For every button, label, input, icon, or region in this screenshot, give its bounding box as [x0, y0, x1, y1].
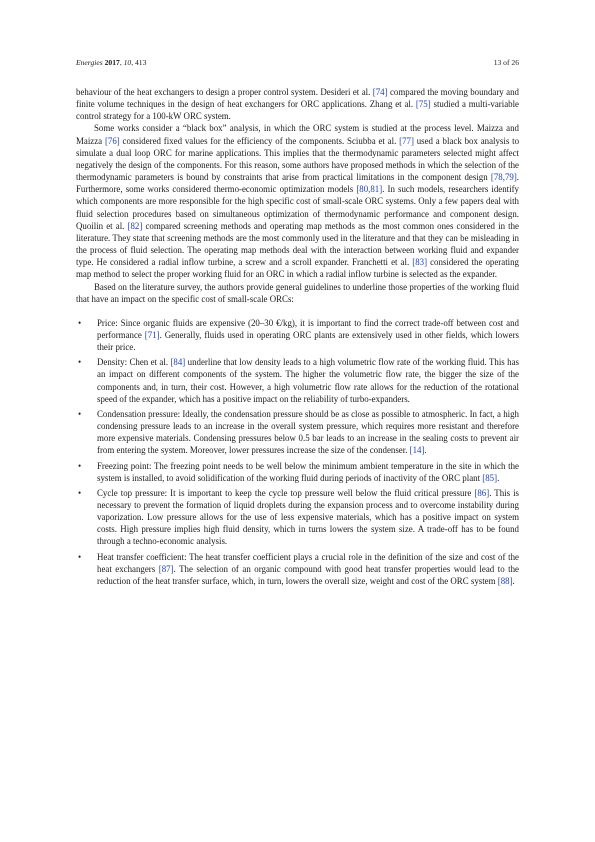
citation-link[interactable]: [84]: [170, 357, 186, 368]
journal-volume: 10: [123, 58, 132, 67]
citation-link[interactable]: [80,81]: [356, 184, 383, 195]
citation-link[interactable]: [14]: [409, 445, 425, 456]
property-guidelines-list: [76, 317, 519, 587]
citation-link[interactable]: [87]: [158, 563, 174, 574]
journal-article: , 413: [131, 58, 147, 67]
citation-link[interactable]: [88]: [497, 575, 513, 586]
bullet-marker: •: [78, 460, 82, 471]
text-run: . This is necessary to prevent the formation of liquid droplets during the expansion process and to overcome instability during vaporization. Low pressure allows for the use of less expensive materials, which has a positive impact on system costs. High pressure implies high fluid density, which in turns lowers the system size. A trade-off has to be found through a techno-economic analysis.: [97, 487, 520, 547]
citation-link[interactable]: [74]: [372, 87, 388, 97]
list-item: [76, 460, 519, 484]
bullet-marker: •: [78, 408, 82, 419]
bullet-marker: •: [78, 551, 82, 562]
text-run: . Generally, fluids used in operating ORC plants are extensively used in other fields, which lowers their price.: [97, 329, 519, 353]
journal-citation: Energies 2017, 10, 413: [76, 58, 147, 67]
citation-link[interactable]: [77]: [399, 135, 414, 146]
journal-year: 2017: [104, 58, 120, 67]
citation-link[interactable]: [78,79]: [490, 172, 517, 183]
list-item: [76, 551, 519, 587]
text-run: Cycle top pressure: It is important to keep the cycle top pressure well below the fluid critical pressure: [97, 487, 475, 498]
paragraph-1: [76, 86, 519, 122]
paragraph-2: [76, 122, 519, 280]
journal-name: Energies: [76, 58, 103, 67]
bullet-marker: •: [78, 357, 82, 368]
text-run: Based on the literature survey, the authors provide general guidelines to underline those properties of the working fluid that have an impact on the specific cost of small-scale ORCs:: [76, 281, 519, 304]
paragraph-3: [76, 281, 519, 305]
text-run: studied a multi-variable control strategy for a 100-kW ORC system.: [76, 99, 519, 122]
text-run: .: [512, 575, 515, 586]
text-run: Density: Chen et al.: [97, 357, 171, 368]
list-item: [76, 487, 519, 548]
bullet-marker: •: [78, 487, 82, 498]
text-run: .: [424, 445, 427, 456]
text-run: used a black box analysis to simulate a dual loop ORC for marine applications. This implies that the thermodynamic parameters selected might affect negatively the design of the components. For this reason, some authors have proposed methods in which the selection of the thermodynamic parameters is bound by constraints that arise from practical limitations in the component design: [76, 135, 520, 183]
citation-link[interactable]: [86]: [474, 487, 490, 498]
text-run: .: [497, 472, 500, 483]
citation-link[interactable]: [75]: [415, 99, 431, 110]
running-header: [76, 57, 519, 69]
text-run: behaviour of the heat exchangers to design a proper control system. Desideri et al.: [76, 87, 373, 97]
list-item: [76, 317, 519, 353]
text-run: underline that low density leads to a high volumetric flow rate of the working fluid. This has an impact on different components of the system. The higher the volumetric flow rate, the bigger the size of the components and, in turn, their cost. However, a high volumetric flow rate allows for the reduction of the rotational speed of the expander, which has a positive impact on the reliability of turbo-expanders.: [97, 357, 519, 404]
text-run: Freezing point: The freezing point needs to be well below the minimum ambient temperature in the site in which the system is installed, to avoid solidification of the working fluid during periods of inactivity of the ORC plant: [97, 460, 519, 483]
text-run: Some works consider a “black box” analysis, in which the ORC system is studied at the process level. Maizza and Maizza: [76, 123, 519, 146]
text-run: considered the operating map method to select the proper working fluid for an ORC in which a radial inflow turbine is selected as the expander.: [76, 257, 519, 280]
text-run: Price: Since organic fluids are expensive (20–30 €/kg), it is important to find the correct trade-off between cost and performance: [97, 317, 519, 340]
citation-link[interactable]: [85]: [482, 472, 498, 483]
list-item: [76, 356, 519, 405]
body-text: [76, 86, 519, 590]
text-run: compared the moving boundary and finite volume techniques in the design of heat exchangers for ORC applications. Zhang et al.: [76, 87, 519, 110]
citation-link[interactable]: [83]: [412, 257, 428, 268]
bullet-marker: •: [78, 317, 82, 328]
text-run: . Furthermore, some works considered thermo-economic optimization models: [76, 172, 519, 195]
text-run: . In such models, researchers identify which components are more responsible for the high specific cost of small-scale ORC systems. Only a few papers deal with fluid selection procedures based on simultaneous optimization of thermodynamic performance and component design. Quoilin et al.: [76, 184, 519, 231]
text-run: compared screening methods and operating map methods as the most common ones considered in the literature. They state that screening methods are the most commonly used in the literature and that they can be misleading in the process of fluid selection. The operating map methods deal with the interaction between working fluid and expander type. He considered a radial inflow turbine, a screw and a scroll expander. Franchetti et al.: [76, 220, 519, 268]
citation-link[interactable]: [71]: [144, 329, 160, 340]
page-number: 13 of 26: [493, 58, 519, 67]
text-run: . The selection of an organic compound with good heat transfer properties would lead to the reduction of the heat transfer surface, which, in turn, lowers the overall size, weight and cost of the ORC system: [97, 563, 519, 586]
citation-link[interactable]: [76]: [104, 135, 120, 146]
text-run: Heat transfer coefficient: The heat transfer coefficient plays a crucial role in the definition of the size and cost of the heat exchangers: [97, 551, 519, 574]
citation-link[interactable]: [82]: [127, 220, 143, 231]
list-item: [76, 408, 519, 457]
text-run: Condensation pressure: Ideally, the condensation pressure should be as close as possible to atmospheric. In fact, a high condensing pressure leads to an increase in the overall system pressure, which requires more resistant and therefore more expensive materials. Condensing pressures below 0.5 bar leads to an increase in the sealing costs to prevent air from entering the system. Moreover, lower pressures increase the size of the condenser.: [97, 408, 519, 456]
text-run: considered fixed values for the efficiency of the components. Sciubba et al.: [119, 135, 400, 146]
